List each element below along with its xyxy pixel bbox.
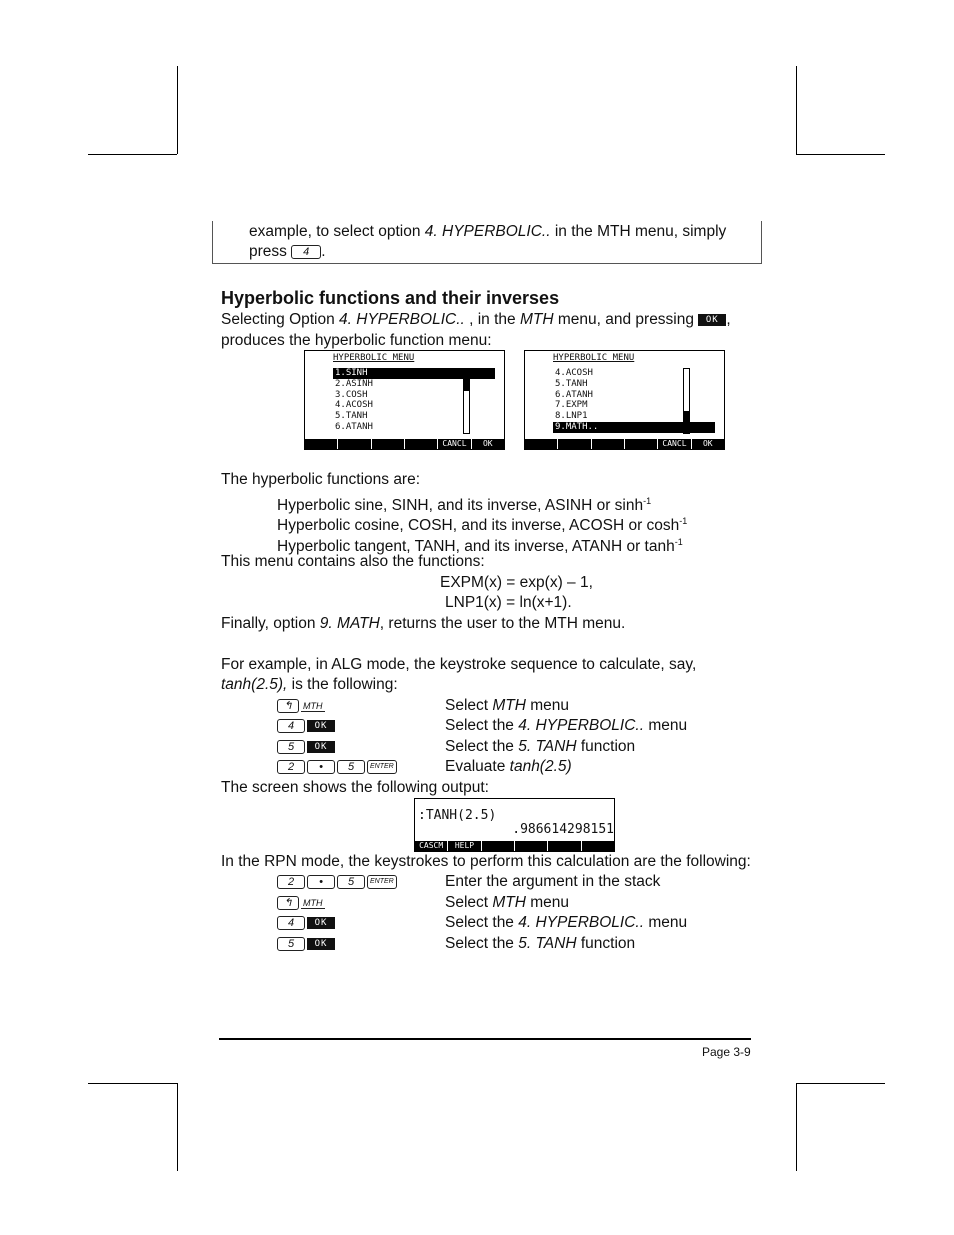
alg-keys-row-3 [277,737,335,757]
calculator-screen-menu-1 [304,350,505,450]
menu-item: 2.ASINH [335,378,373,389]
scrollbar [683,368,690,434]
menu-item: 4.ACOSH [335,400,373,411]
screen-title: HYPERBOLIC MENU [333,353,415,363]
formula-expm: EXPM(x) = exp(x) – 1, [440,574,593,591]
key-4: 4 [277,719,305,733]
key-4: 4 [277,916,305,930]
key-5: 5 [277,740,305,754]
key-5: 5 [277,937,305,951]
alg-desc-row-2: Select the 4. HYPERBOLIC.. menu [445,717,688,734]
rpn-keys-row-2 [277,893,325,913]
menu-item: 9.MATH.. [553,422,715,433]
intro-line-1: example, to select option 4. HYPERBOLIC.. in the MTH menu, simply [249,223,727,240]
menu-item: 1.SINH [333,368,495,379]
intro-line-2: press 4 . [249,243,326,260]
softkey-bar: CANCL OK [305,439,504,449]
ok-softkey-icon: OK [698,314,726,326]
menu-item: 6.ATANH [335,421,373,432]
formula-lnp1: LNP1(x) = ln(x+1). [445,594,572,611]
rpn-para: In the RPN mode, the keystrokes to perform this calculation are the following: [221,853,751,870]
screen-title: HYPERBOLIC MENU [553,353,635,363]
crop-mark [88,154,177,155]
output-line-1: :TANH(2.5) [418,808,497,823]
enter-key-icon: ENTER [367,760,397,774]
menu-item: 4.ACOSH [555,368,593,378]
screen-shows: The screen shows the following output: [221,779,489,796]
mth-key-label: MTH [303,701,323,711]
menu-item: 8.LNP1 [555,411,588,422]
rpn-desc-row-1: Enter the argument in the stack [445,873,661,890]
rpn-desc-row-2: Select MTH menu [445,894,570,911]
mth-key-label: MTH [303,898,323,908]
alg-keys-row-1 [277,696,325,716]
crop-mark [796,1083,797,1171]
menu-item: 3.COSH [335,389,368,400]
softkey-bar: CASCM HELP [415,841,614,851]
alg-para-1: For example, in ALG mode, the keystroke sequence to calculate, say, [221,656,697,673]
ok-softkey-icon: OK [307,720,335,732]
rpn-keys-row-4 [277,934,335,954]
crop-mark [796,66,797,154]
softkey-bar: CANCL OK [525,439,724,449]
alg-desc-row-1: Select MTH menu [445,697,570,714]
rpn-keys-row-3 [277,913,335,933]
menu-item: 5.TANH [555,378,588,389]
menu-item: 6.ATANH [555,389,593,400]
menu-item: 7.EXPM [555,400,588,411]
funcs-also: This menu contains also the functions: [221,553,485,570]
key-4: 4 [291,245,321,259]
section-title: Hyperbolic functions and their inverses [221,288,560,308]
key-dot: • [307,760,335,774]
output-line-2: .986614298151 [512,822,614,837]
rpn-keys-row-1 [277,872,399,892]
key-2: 2 [277,875,305,889]
page-number: Page 3-9 [702,1045,751,1059]
crop-mark [796,1083,885,1084]
calculator-screen-menu-2 [524,350,725,450]
crop-mark [177,1083,178,1171]
scrollbar [463,368,470,434]
alg-desc-row-4: Evaluate tanh(2.5) [445,758,572,775]
alg-keys-row-4 [277,757,399,777]
section-para-1: Selecting Option 4. HYPERBOLIC.. , in the MTH menu, and pressing OK , [221,311,731,328]
crop-mark [177,66,178,154]
func-cosh: Hyperbolic cosine, COSH, and its inverse, ACOSH or $\cosh^{-1}$ [277,516,688,535]
ok-softkey-icon: OK [307,938,335,950]
ok-softkey-icon: OK [307,741,335,753]
rpn-desc-row-3: Select the 4. HYPERBOLIC.. menu [445,914,688,931]
alg-desc-row-3: Select the 5. TANH function [445,738,636,755]
crop-mark [796,154,885,155]
section-para-2: produces the hyperbolic function menu: [221,332,492,349]
enter-key-icon: ENTER [367,875,397,889]
menu-item: 5.TANH [335,411,368,422]
alg-para-2: tanh(2.5), is the following: [221,676,398,693]
func-sinh: Hyperbolic sine, SINH, and its inverse, ASINH or $\sinh^{-1}$ [277,496,652,515]
crop-mark [88,1083,177,1084]
key-5: 5 [337,875,365,889]
footer-rule [219,1038,751,1040]
key-5: 5 [337,760,365,774]
calculator-screen-output [414,798,615,852]
left-shift-key-icon: ↰ [277,699,299,713]
alg-keys-row-2 [277,716,335,736]
key-dot: • [307,875,335,889]
funcs-final: Finally, option 9. MATH, returns the user to the MTH menu. [221,615,626,632]
funcs-intro: The hyperbolic functions are: [221,471,421,488]
menu-list [333,368,495,433]
left-shift-key-icon: ↰ [277,896,299,910]
func-tanh: Hyperbolic tangent, TANH, and its inverse, ATANH or $\tanh^{-1}$ [277,537,683,556]
key-2: 2 [277,760,305,774]
ok-softkey-icon: OK [307,917,335,929]
menu-list [553,368,715,433]
rpn-desc-row-4: Select the 5. TANH function [445,935,636,952]
